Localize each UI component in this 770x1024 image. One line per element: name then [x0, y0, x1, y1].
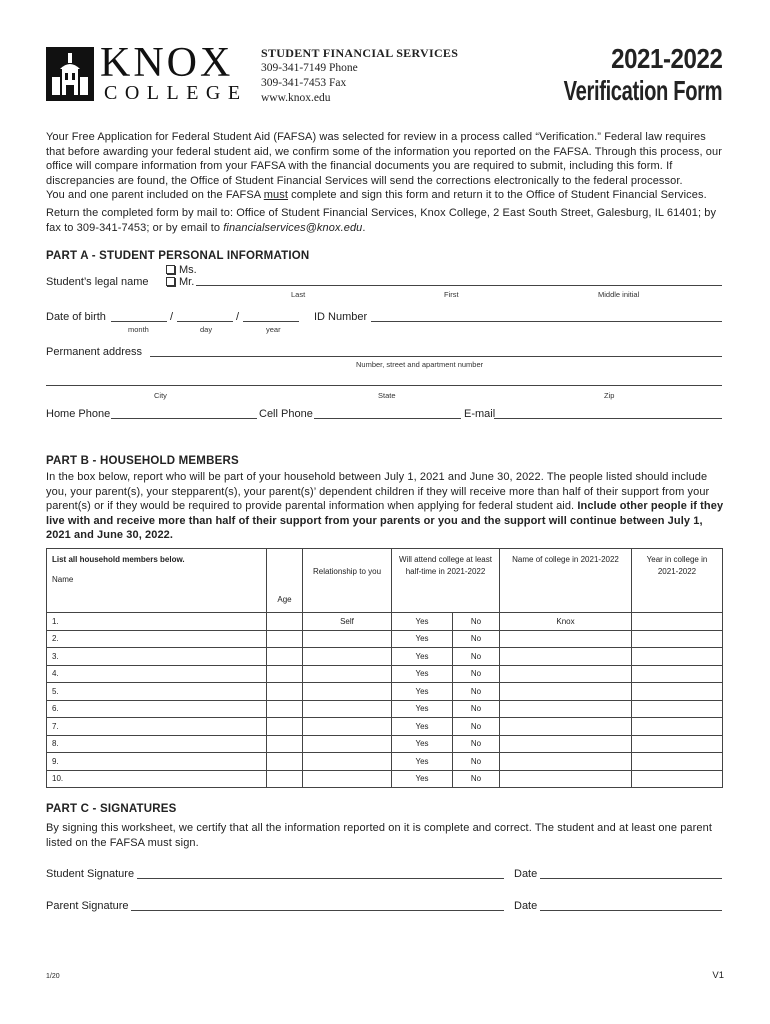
ms-label: Ms.: [179, 264, 197, 276]
table-row: [47, 613, 723, 631]
list-members-label: List all household members below.: [52, 555, 185, 564]
part-c-text: By signing this worksheet, we certify that all the information reported on it is complete and correct. The student and at least one parent listed on the FAFSA must sign.: [46, 822, 713, 849]
member-name-cell[interactable]: 2.: [47, 630, 267, 648]
office-phone: 309-341-7149 Phone: [261, 62, 358, 74]
member-college-cell[interactable]: [500, 683, 632, 701]
parent-signature-label: Parent Signature: [46, 900, 129, 912]
member-relationship-cell[interactable]: [303, 648, 392, 666]
member-name-cell[interactable]: 1.: [47, 613, 267, 631]
ms-checkbox-box[interactable]: [166, 265, 175, 274]
intro-must-word: must: [263, 189, 288, 201]
table-row: [47, 630, 723, 648]
email-field[interactable]: [494, 418, 722, 419]
office-website[interactable]: www.knox.edu: [261, 92, 331, 104]
city-caption: City: [154, 391, 167, 400]
member-college-cell[interactable]: Knox: [500, 613, 632, 631]
member-college-cell[interactable]: [500, 753, 632, 771]
member-name-cell[interactable]: 5.: [47, 683, 267, 701]
intro-must-text-a: You and one parent included on the FAFSA: [46, 189, 264, 201]
member-relationship-cell[interactable]: Self: [303, 613, 392, 631]
member-relationship-cell[interactable]: [303, 735, 392, 753]
member-age-cell[interactable]: [267, 753, 303, 771]
member-age-cell[interactable]: [267, 648, 303, 666]
middle-initial-caption: Middle initial: [598, 290, 640, 299]
name-column-header: [47, 549, 267, 613]
attend-no-option[interactable]: No: [453, 665, 500, 683]
dob-month-caption: month: [128, 325, 149, 334]
college-column-header: Name of college in 2021-2022: [500, 549, 632, 613]
form-year: 2021-2022: [610, 43, 722, 74]
age-column-header: Age: [267, 549, 303, 613]
member-age-cell[interactable]: [267, 718, 303, 736]
member-year-cell[interactable]: [632, 648, 723, 666]
logo-wordmark-bottom: COLLEGE: [104, 82, 248, 104]
member-year-cell[interactable]: [632, 718, 723, 736]
table-row: [47, 665, 723, 683]
sfs-email-link[interactable]: financialservices@knox.edu: [223, 221, 363, 234]
attend-no-option[interactable]: No: [453, 630, 500, 648]
attend-no-option[interactable]: No: [453, 648, 500, 666]
member-year-cell[interactable]: [632, 753, 723, 771]
attend-yes-option[interactable]: Yes: [392, 753, 453, 771]
member-relationship-cell[interactable]: [303, 665, 392, 683]
parent-date-label: Date: [514, 900, 538, 912]
zip-caption: Zip: [604, 391, 615, 400]
attend-no-option[interactable]: No: [453, 753, 500, 771]
part-a-heading: PART A - STUDENT PERSONAL INFORMATION: [46, 250, 310, 262]
footer-version: V1: [712, 970, 724, 981]
household-members-table: [46, 548, 723, 788]
attend-yes-option[interactable]: Yes: [392, 700, 453, 718]
member-relationship-cell[interactable]: [303, 683, 392, 701]
attend-no-option[interactable]: No: [453, 683, 500, 701]
legal-name-field[interactable]: [196, 285, 722, 286]
dob-year-field[interactable]: [243, 321, 299, 322]
dob-slash-2: /: [236, 311, 240, 323]
part-b-text: In the box below, report who will be part of your household between July 1, 2021 and June 30, 2022. The people listed should include you, your parent(s), your stepparent(s), your parent(s)’ dependent children if they will receive more than half of their support from your parent(s) or if they would be required to provide parental information when applying for federal student aid.: [46, 471, 710, 512]
id-number-field[interactable]: [371, 321, 722, 322]
dob-month-field[interactable]: [111, 321, 167, 322]
member-college-cell[interactable]: [500, 735, 632, 753]
state-caption: State: [378, 391, 396, 400]
member-age-cell[interactable]: [267, 683, 303, 701]
table-row: [47, 683, 723, 701]
office-contact: [261, 46, 458, 105]
city-state-zip-field[interactable]: [46, 385, 722, 386]
member-age-cell[interactable]: [267, 665, 303, 683]
office-fax: 309-341-7453 Fax: [261, 77, 347, 89]
part-b-heading: PART B - HOUSEHOLD MEMBERS: [46, 455, 239, 467]
member-college-cell[interactable]: [500, 648, 632, 666]
office-title: STUDENT FINANCIAL SERVICES: [261, 46, 459, 60]
member-age-cell[interactable]: [267, 735, 303, 753]
member-year-cell[interactable]: [632, 735, 723, 753]
address-label: Permanent address: [46, 346, 142, 358]
home-phone-label: Home Phone: [46, 408, 111, 420]
member-name-cell[interactable]: 7.: [47, 718, 267, 736]
cell-phone-field[interactable]: [314, 418, 461, 419]
name-header: Name: [52, 575, 74, 584]
half-time-column-header: Will attend college at least half-time in 2021-2022: [392, 549, 500, 613]
dob-day-field[interactable]: [177, 321, 233, 322]
member-year-cell[interactable]: [632, 665, 723, 683]
part-c-heading: PART C - SIGNATURES: [46, 803, 177, 815]
member-name-cell[interactable]: 6.: [47, 700, 267, 718]
table-row: [47, 770, 723, 788]
member-college-cell[interactable]: [500, 665, 632, 683]
knox-college-logo-icon: [46, 47, 94, 101]
table-row: [47, 735, 723, 753]
street-caption: Number, street and apartment number: [356, 360, 484, 369]
attend-no-option[interactable]: No: [453, 700, 500, 718]
member-year-cell[interactable]: [632, 630, 723, 648]
table-row: [47, 718, 723, 736]
home-phone-field[interactable]: [111, 418, 257, 419]
member-relationship-cell[interactable]: [303, 718, 392, 736]
attend-yes-option[interactable]: Yes: [392, 665, 453, 683]
relationship-column-header: Relationship to you: [303, 549, 392, 613]
intro-must-text-b: complete and sign this form and return it to the Office of Student Financial Services.: [288, 189, 707, 201]
return-text: Return the completed form by mail to: Office of Student Financial Services, Knox College, 2 East South Street, Galesburg, IL 61401; by fax to 309-341-7453; or by email to: [46, 207, 717, 234]
dob-slash-1: /: [170, 311, 174, 323]
member-age-cell[interactable]: [267, 613, 303, 631]
attend-yes-option[interactable]: Yes: [392, 735, 453, 753]
member-year-cell[interactable]: [632, 700, 723, 718]
email-label: E-mail: [464, 408, 496, 420]
mr-checkbox-box[interactable]: [166, 277, 175, 286]
attend-no-option[interactable]: No: [453, 735, 500, 753]
table-header-row: [47, 549, 723, 613]
attend-yes-option[interactable]: Yes: [392, 630, 453, 648]
logo-wordmark-top: KNOX: [100, 40, 234, 86]
intro-paragraph: Your Free Application for Federal Student Aid (FAFSA) was selected for review in a process called “Verification.” Federal law requires that before awarding your federal student aid, we confirm some of the information you reported on the FAFSA. Through this process, our office will compare information from your FAFSA with the financial documents you are required to submit, including this form. If discrepancies are found, the Office of Student Financial Services will send the corrections electronically to the federal processor.: [46, 131, 722, 187]
member-relationship-cell[interactable]: [303, 753, 392, 771]
attend-yes-option[interactable]: Yes: [392, 648, 453, 666]
attend-no-option[interactable]: No: [453, 770, 500, 788]
dob-year-caption: year: [266, 325, 281, 334]
member-relationship-cell[interactable]: [303, 770, 392, 788]
part-b-instructions: [46, 470, 724, 543]
table-row: [47, 700, 723, 718]
attend-yes-option[interactable]: Yes: [392, 683, 453, 701]
id-number-label: ID Number: [314, 311, 368, 323]
attend-yes-option[interactable]: Yes: [392, 613, 453, 631]
student-date-label: Date: [514, 868, 538, 880]
table-row: [47, 753, 723, 771]
form-title: Verification Form: [563, 75, 722, 106]
year-column-header: Year in college in 2021-2022: [632, 549, 723, 613]
parent-date-field[interactable]: [540, 910, 722, 911]
footer-revision-date: 1/20: [46, 973, 60, 980]
parent-signature-field[interactable]: [131, 910, 504, 911]
attend-yes-option[interactable]: Yes: [392, 770, 453, 788]
member-relationship-cell[interactable]: [303, 630, 392, 648]
member-year-cell[interactable]: [632, 770, 723, 788]
student-signature-label: Student Signature: [46, 868, 135, 880]
member-year-cell[interactable]: [632, 683, 723, 701]
member-name-cell[interactable]: 3.: [47, 648, 267, 666]
first-name-caption: First: [444, 290, 459, 299]
mr-checkbox[interactable]: [166, 276, 194, 288]
member-name-cell[interactable]: 4.: [47, 665, 267, 683]
member-relationship-cell[interactable]: [303, 700, 392, 718]
cell-phone-label: Cell Phone: [259, 408, 313, 420]
intro-return-instructions: [46, 206, 724, 235]
member-college-cell[interactable]: [500, 630, 632, 648]
dob-label: Date of birth: [46, 311, 106, 323]
student-date-field[interactable]: [540, 878, 722, 879]
mr-label: Mr.: [179, 276, 195, 288]
member-college-cell[interactable]: [500, 700, 632, 718]
member-age-cell[interactable]: [267, 770, 303, 788]
member-name-cell[interactable]: 8.: [47, 735, 267, 753]
return-text-end: .: [362, 221, 366, 234]
member-name-cell[interactable]: 10.: [47, 770, 267, 788]
attend-no-option[interactable]: No: [453, 718, 500, 736]
member-college-cell[interactable]: [500, 718, 632, 736]
member-age-cell[interactable]: [267, 700, 303, 718]
part-b-bold-text: Include other people if they live with and receive more than half of their support from your parents or you and the support will continue between July 1, 2021 and June 30, 2022.: [46, 500, 724, 541]
ms-checkbox[interactable]: [166, 264, 197, 276]
intro-must-complete: [46, 188, 724, 203]
table-row: [47, 648, 723, 666]
last-name-caption: Last: [291, 290, 306, 299]
member-college-cell[interactable]: [500, 770, 632, 788]
member-name-cell[interactable]: 9.: [47, 753, 267, 771]
student-signature-field[interactable]: [137, 878, 504, 879]
legal-name-label: Student’s legal name: [46, 276, 149, 288]
attend-yes-option[interactable]: Yes: [392, 718, 453, 736]
attend-no-option[interactable]: No: [453, 613, 500, 631]
member-age-cell[interactable]: [267, 630, 303, 648]
member-year-cell[interactable]: [632, 613, 723, 631]
street-address-field[interactable]: [150, 356, 722, 357]
dob-day-caption: day: [200, 325, 213, 334]
